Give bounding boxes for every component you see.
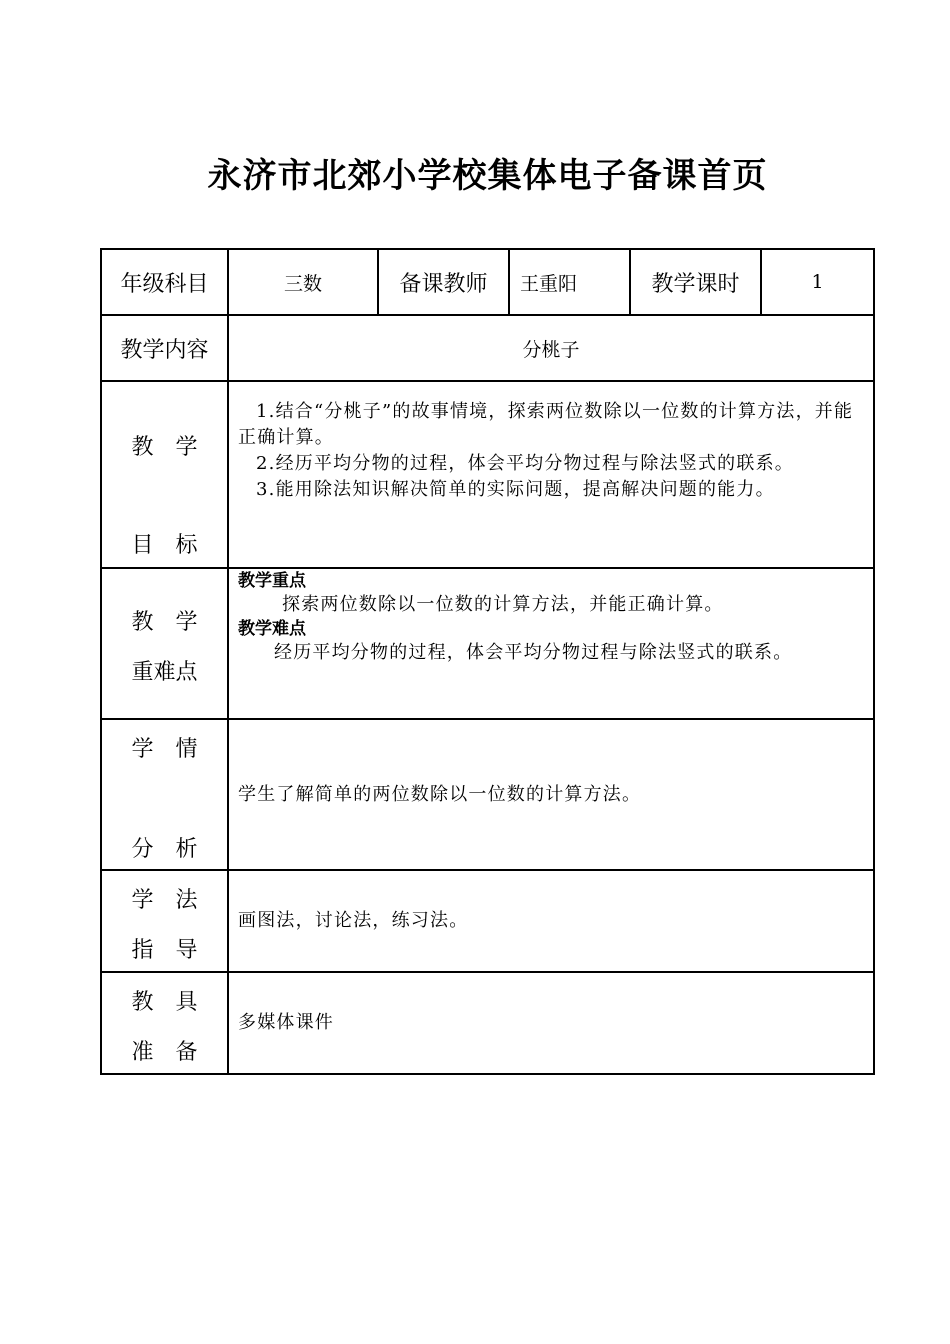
student-analysis-text: 学生了解简单的两位数除以一位数的计算方法。 — [238, 783, 642, 805]
method-guidance-row — [101, 870, 874, 972]
method-guidance-label — [101, 870, 228, 972]
key-points-label — [101, 568, 228, 719]
student-analysis-label-top: 学 情 — [131, 737, 198, 762]
lesson-plan-table — [100, 248, 875, 1075]
grade-subject-value: 三数 — [228, 249, 378, 315]
objective-item: 1.结合“分桃子”的故事情境，探索两位数除以一位数的计算方法，并能正确计算。 — [238, 401, 854, 448]
focus-heading: 教学重点 — [238, 571, 306, 591]
method-guidance-cell — [228, 870, 874, 972]
key-points-row — [101, 568, 874, 719]
content-value: 分桃子 — [228, 315, 874, 381]
difficulty-heading: 教学难点 — [238, 619, 306, 639]
objective-item: 3.能用除法知识解决简单的实际问题，提高解决问题的能力。 — [256, 479, 775, 500]
content-label: 教学内容 — [101, 315, 228, 381]
key-points-label-bottom: 重难点 — [131, 660, 198, 685]
key-points-cell — [228, 568, 874, 719]
page-title: 永济市北郊小学校集体电子备课首页 — [207, 156, 768, 196]
teaching-aids-row — [101, 972, 874, 1074]
teaching-aids-text: 多媒体课件 — [238, 1012, 334, 1033]
teaching-aids-cell — [228, 972, 874, 1074]
periods-label: 教学课时 — [630, 249, 761, 315]
teaching-aids-label-bottom: 准 备 — [131, 1040, 198, 1065]
method-guidance-text: 画图法，讨论法，练习法。 — [238, 910, 469, 931]
grade-subject-label: 年级科目 — [101, 249, 228, 315]
focus-text: 探索两位数除以一位数的计算方法，并能正确计算。 — [282, 594, 724, 615]
objectives-label-top: 教 学 — [131, 435, 198, 460]
method-guidance-label-bottom: 指 导 — [131, 938, 198, 963]
difficulty-text: 经历平均分物的过程，体会平均分物过程与除法竖式的联系。 — [274, 642, 793, 663]
key-points-label-top: 教 学 — [131, 610, 198, 635]
student-analysis-label-bottom: 分 析 — [131, 837, 198, 862]
teaching-aids-label — [101, 972, 228, 1074]
student-analysis-label — [101, 719, 228, 870]
objective-item: 2.经历平均分物的过程，体会平均分物过程与除法竖式的联系。 — [256, 453, 794, 474]
content-row — [101, 315, 874, 381]
periods-value: 1 — [761, 249, 874, 315]
student-analysis-cell — [228, 719, 874, 870]
objectives-cell — [228, 381, 874, 568]
method-guidance-label-top: 学 法 — [131, 888, 198, 913]
header-row — [101, 249, 874, 315]
objectives-label — [101, 381, 228, 568]
teacher-value: 王重阳 — [509, 249, 630, 315]
objectives-label-bottom: 目 标 — [131, 533, 198, 558]
student-analysis-row — [101, 719, 874, 870]
teaching-aids-label-top: 教 具 — [131, 990, 198, 1015]
objectives-row — [101, 381, 874, 568]
teacher-label: 备课教师 — [378, 249, 509, 315]
